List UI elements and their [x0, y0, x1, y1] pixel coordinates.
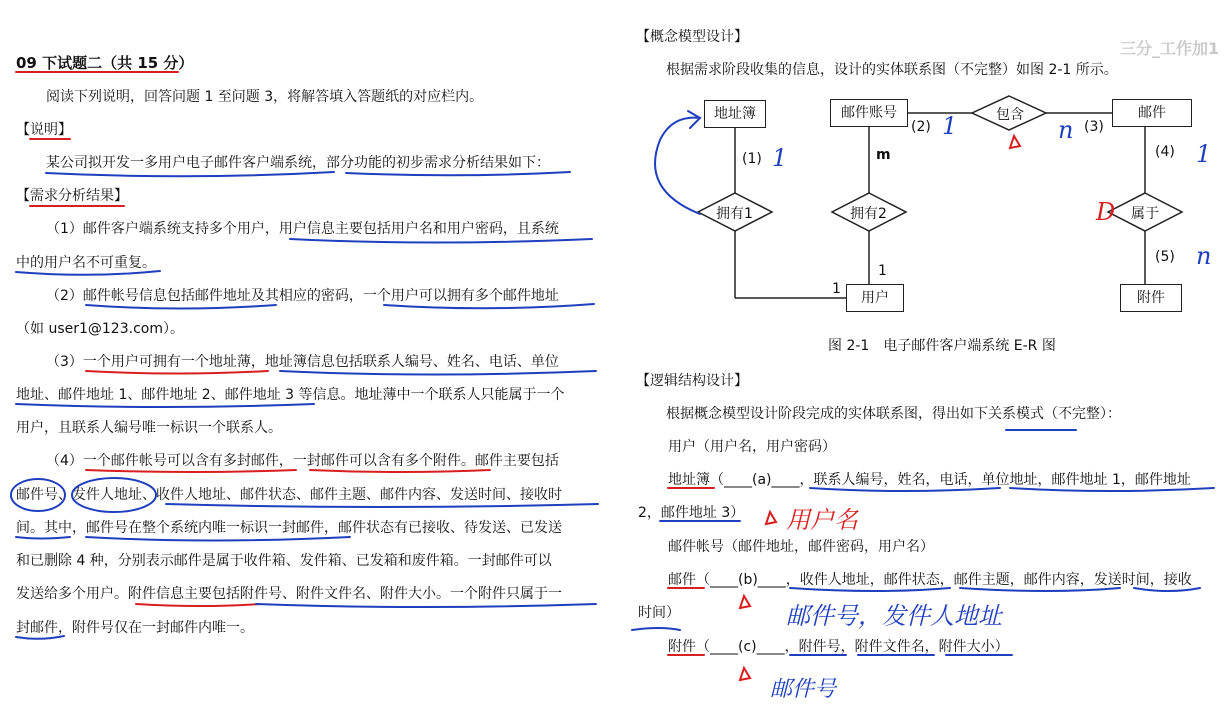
watermark: 三分_工作加1 [1120, 39, 1220, 58]
req-line: 和已删除 4 种，分别表示邮件是属于收件箱、发件箱、已发箱和废件箱。一封邮件可以 [16, 553, 552, 569]
relation-schema: 邮件（____(b)____，收件人地址，邮件状态，邮件主题，邮件内容，发送时间，接收 [668, 572, 1192, 588]
entity-address-book: 地址簿 [704, 100, 766, 128]
intro-text: 阅读下列说明，回答问题 1 至问题 3，将解答填入答题纸的对应栏内。 [46, 89, 484, 105]
cardinality-label: (2) [911, 119, 931, 135]
relation-schema: 附件（____(c)____，附件号，附件文件名，附件大小） [668, 639, 1009, 655]
handwritten-one: 1 [772, 144, 788, 172]
relation-label: 拥有1 [716, 206, 753, 222]
section-logic-design: 【逻辑结构设计】 [636, 373, 748, 389]
entity-mail-account: 邮件账号 [830, 99, 908, 127]
handwritten-n: n [1058, 116, 1074, 144]
handwritten-answer-b: 邮件号，发件人地址 [786, 602, 1002, 630]
section-description: 【说明】 [16, 122, 72, 138]
relation-label: 拥有2 [850, 206, 887, 222]
logic-description: 根据概念模型设计阶段完成的实体联系图，得出如下关系模式（不完整）： [666, 406, 1121, 422]
figure-caption: 图 2-1 电子邮件客户端系统 E-R 图 [828, 338, 1056, 354]
handwritten-one: 1 [942, 112, 958, 140]
concept-description: 根据需求阶段收集的信息，设计的实体联系图（不完整）如图 2-1 所示。 [666, 62, 1118, 78]
req-line: （1）邮件客户端系统支持多个用户，用户信息主要包括用户名和用户密码，且系统 [46, 221, 559, 237]
relation-schema: 地址簿（____(a)____，联系人编号，姓名，电话，单位地址，邮件地址 1，邮件地址 [668, 472, 1191, 488]
question-title: 09 下试题二（共 15 分） [16, 54, 194, 72]
cardinality-label: (1) [742, 151, 762, 167]
req-line: 间。其中，邮件号在整个系统内唯一标识一封邮件，邮件状态有已接收、待发送、已发送 [16, 520, 562, 536]
cardinality-label: (5) [1155, 249, 1175, 265]
req-line: 用户，且联系人编号唯一标识一个联系人。 [16, 420, 282, 436]
req-line: 发送给多个用户。附件信息主要包括附件号、附件文件名、附件大小。一个附件只属于一 [16, 586, 562, 602]
cardinality-label: 1 [832, 281, 841, 297]
req-line: 地址、邮件地址 1、邮件地址 2、邮件地址 3 等信息。地址薄中一个联系人只能属于一个 [16, 387, 565, 403]
handwritten-d: D [1096, 198, 1116, 226]
handwritten-one: 1 [1196, 140, 1212, 168]
handwritten-answer-c: 邮件号 [770, 677, 837, 702]
req-line: 中的用户名不可重复。 [16, 255, 156, 271]
relation-schema: 用户（用户名，用户密码） [668, 439, 836, 455]
req-line: （如 user1@123.com）。 [16, 321, 184, 337]
relation-schema: 时间） [638, 605, 680, 621]
handwritten-n: n [1196, 242, 1212, 270]
cardinality-label: (4) [1155, 144, 1175, 160]
req-line: （2）邮件帐号信息包括邮件地址及其相应的密码，一个用户可以拥有多个邮件地址 [46, 288, 559, 304]
req-line: 封邮件，附件号仅在一封邮件内唯一。 [16, 620, 254, 636]
cardinality-label: (3) [1084, 119, 1104, 135]
req-line: （4）一个邮件帐号可以含有多封邮件，一封邮件可以含有多个附件。邮件主要包括 [46, 453, 559, 469]
req-line: 邮件号、发件人地址、收件人地址、邮件状态、邮件主题、邮件内容、发送时间、接收时 [16, 487, 562, 503]
req-line: （3）一个用户可拥有一个地址薄，地址簿信息包括联系人编号、姓名、电话、单位 [46, 354, 559, 370]
section-concept-model: 【概念模型设计】 [636, 29, 748, 45]
relation-schema: 2，邮件地址 3） [638, 505, 745, 521]
relation-schema: 邮件帐号（邮件地址，邮件密码，用户名） [668, 539, 934, 555]
entity-mail: 邮件 [1112, 99, 1192, 127]
handwritten-answer-a: 用户名 [786, 506, 858, 534]
section-requirements: 【需求分析结果】 [16, 188, 128, 204]
description-line: 某公司拟开发一多用户电子邮件客户端系统，部分功能的初步需求分析结果如下： [46, 155, 550, 171]
cardinality-label: m [876, 147, 891, 163]
cardinality-label: 1 [878, 263, 887, 279]
entity-user: 用户 [846, 284, 904, 312]
relation-label: 包含 [996, 107, 1024, 123]
relation-label: 属于 [1131, 206, 1159, 222]
entity-attachment: 附件 [1120, 284, 1182, 312]
